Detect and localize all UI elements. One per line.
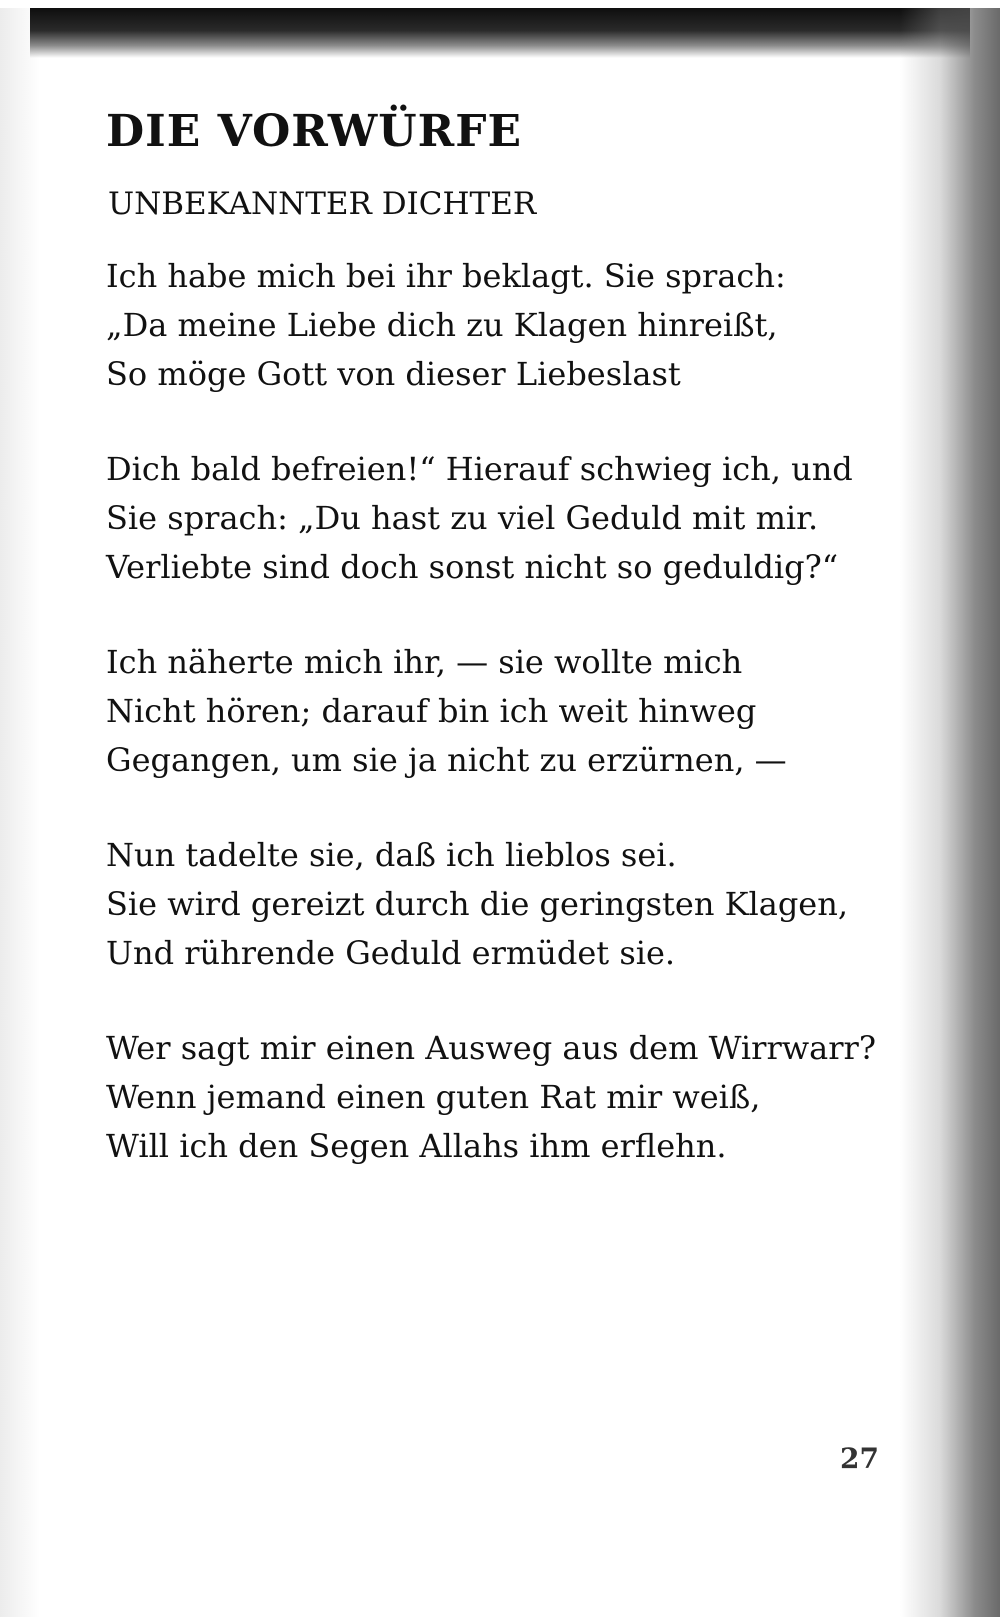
verse-line: Wer sagt mir einen Ausweg aus dem Wirrwarr? [106,1029,876,1067]
verse-line: Und rührende Geduld ermüdet sie. [106,934,676,972]
scan-shadow-top [30,8,970,58]
poem-author: UNBEKANNTER DICHTER [108,186,537,222]
page-number: 27 [840,1442,879,1475]
verse-line: Sie wird gereizt durch die geringsten Klagen, [106,885,849,923]
verse-line: Nun tadelte sie, daß ich lieblos sei. [106,836,677,874]
scan-shadow-left [0,8,40,1617]
scan-shadow-right [900,8,1000,1617]
verse-line: Ich näherte mich ihr, — sie wollte mich [106,643,743,681]
poem-body [106,252,906,1217]
stanza [106,445,906,592]
verse-line: Dich bald befreien!“ Hierauf schwieg ich, und [106,450,853,488]
verse-line: Wenn jemand einen guten Rat mir weiß, [106,1078,761,1116]
stanza [106,252,906,399]
verse-line: Will ich den Segen Allahs ihm erflehn. [106,1127,727,1165]
stanza [106,831,906,978]
verse-line: „Da meine Liebe dich zu Klagen hinreißt, [106,306,778,344]
verse-line: So möge Gott von dieser Liebeslast [106,355,681,393]
verse-line: Sie sprach: „Du hast zu viel Geduld mit mir. [106,499,819,537]
stanza [106,638,906,785]
verse-line: Nicht hören; darauf bin ich weit hinweg [106,692,757,730]
stanza [106,1024,906,1171]
verse-line: Gegangen, um sie ja nicht zu erzürnen, — [106,741,787,779]
verse-line: Ich habe mich bei ihr beklagt. Sie sprach: [106,257,786,295]
poem-title: DIE VORWÜRFE [106,106,523,157]
verse-line: Verliebte sind doch sonst nicht so geduldig?“ [106,548,839,586]
